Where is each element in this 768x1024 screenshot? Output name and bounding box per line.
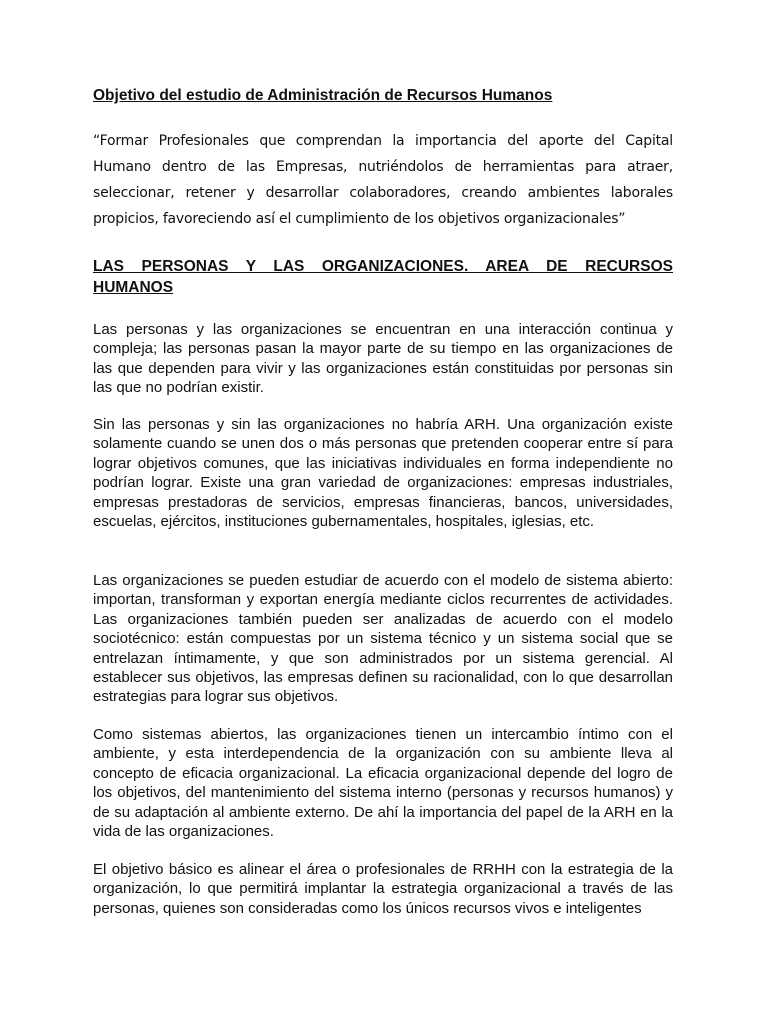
paragraph: Sin las personas y sin las organizaciones no habría ARH. Una organización existe solamente cuando se unen dos o más personas que pretenden cooperar entre sí para lograr objetivos comunes, que las iniciativas individuales en forma independiente no podrían lograr. Existe una gran variedad de organizaciones: empresas industriales, empresas prestadoras de servicios, empresas financieras, bancos, universidades, escuelas, ejércitos, instituciones gubernamentales, hospitales, iglesias, etc. [93, 416, 673, 531]
document-title: Objetivo del estudio de Administración de Recursos Humanos [93, 87, 553, 104]
paragraph: Las personas y las organizaciones se encuentran en una interacción continua y compleja; las personas pasan la mayor parte de su tiempo en las organizaciones de las que dependen para vivir y las organizaciones están constituidas por personas sin las que no podrían existir. [93, 321, 673, 397]
section-heading: LAS PERSONAS Y LAS ORGANIZACIONES. AREA DE RECURSOS HUMANOS [93, 258, 673, 296]
mission-quote: “Formar Profesionales que comprendan la importancia del aporte del Capital Humano dentro de las Empresas, nutriéndolos de herramientas para atraer, seleccionar, retener y desarrollar colaboradores, creando ambientes laborales propicios, favoreciendo así el cumplimiento de los objetivos organizacionales” [93, 133, 673, 227]
paragraph: El objetivo básico es alinear el área o profesionales de RRHH con la estrategia de la organización, lo que permitirá implantar la estrategia organizacional a través de las personas, quienes son consideradas como los únicos recursos vivos e inteligentes [93, 861, 673, 917]
paragraph: Como sistemas abiertos, las organizaciones tienen un intercambio íntimo con el ambiente, y esta interdependencia de la organización con su ambiente lleva al concepto de eficacia organizacional. La eficacia organizacional depende del logro de los objetivos, del mantenimiento del sistema interno (personas y recursos humanos) y de su adaptación al ambiente externo. De ahí la importancia del papel de la ARH en la vida de las organizaciones. [93, 726, 673, 841]
paragraph: Las organizaciones se pueden estudiar de acuerdo con el modelo de sistema abierto: importan, transforman y exportan energía mediante ciclos recurrentes de actividades. Las organizaciones también pueden ser analizadas de acuerdo con el modelo sociotécnico: están compuestas por un sistema técnico y un sistema social que se entrelazan íntimamente, y que son administrados por un sistema gerencial. Al establecer sus objetivos, las empresas definen su racionalidad, con lo que desarrollan estrategias para lograr sus objetivos. [93, 572, 673, 706]
